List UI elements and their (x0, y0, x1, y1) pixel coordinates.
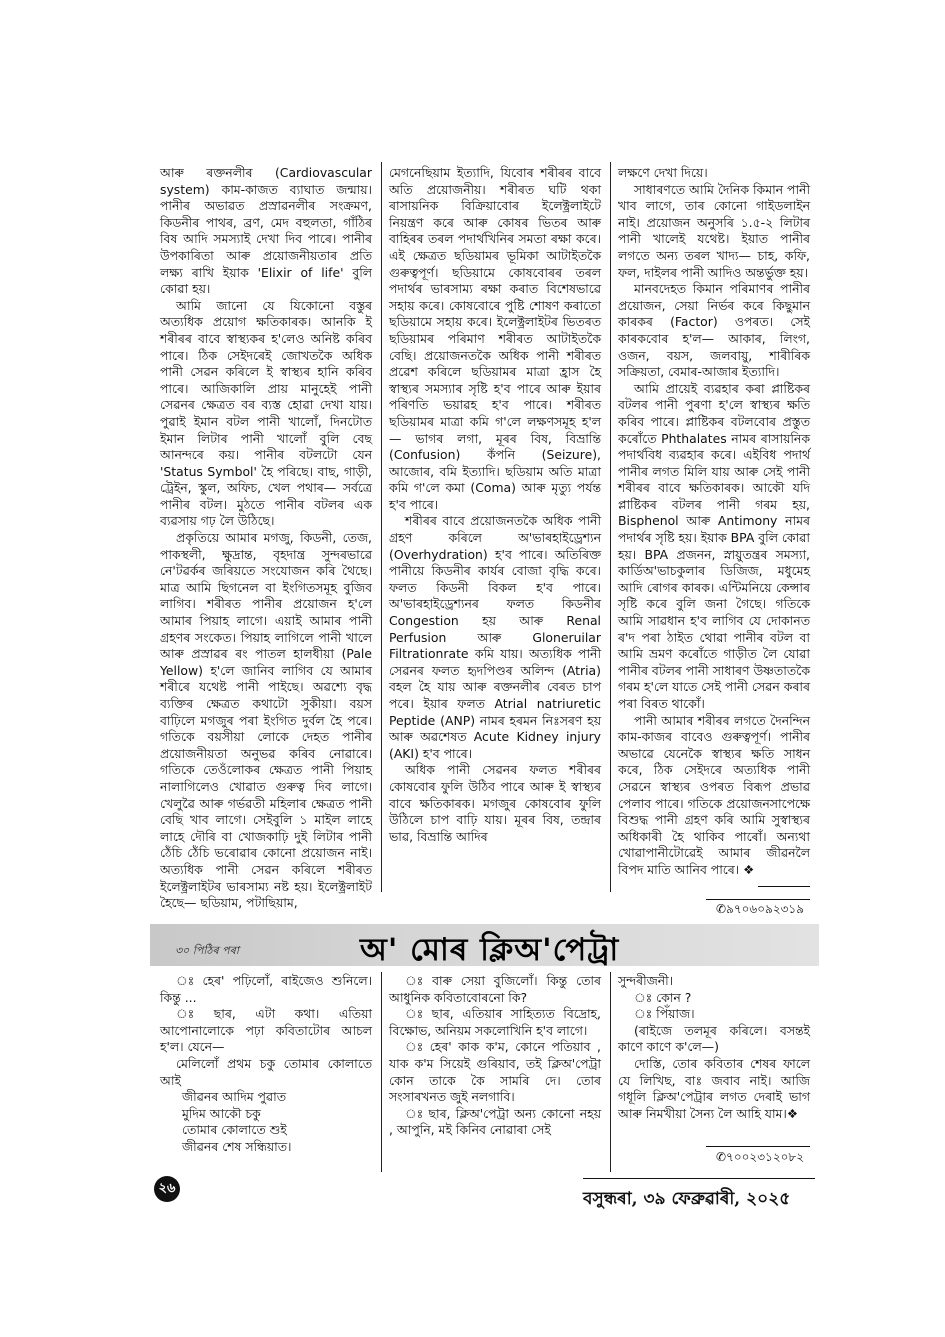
paragraph: ঃ ছাৰ, ক্লিঅ'পেট্ৰা অন্য কোনো নহয় , আপুনি, মই কিনিব নোৱাৰা সেই (389, 1105, 601, 1138)
paragraph: জীৱনৰ শেষ সন্ধিয়াত। (182, 1138, 292, 1154)
magazine-issue: বসুন্ধৰা, ৩৯ ফেব্ৰুৱাৰী, ২০২৫ (583, 1189, 791, 1209)
article1-column-3 (618, 165, 810, 892)
article2-column-3 (618, 973, 810, 1123)
paragraph: ঃ ছাৰ, এটা কথা। এতিয়া আপোনালোকে পঢ়া কবিতাটোৰ আচল হ'ল। যেনে— (160, 1006, 372, 1055)
paragraph: আৰু ৰক্তনলীৰ (Cardiovascular system) কাম-কাজত ব্যাঘাত জন্মায়। পানীৰ অভাৱত প্ৰস্ৰাৱনলীৰ সংক্ৰমণ, কিডনীৰ পাথৰ, ব্ৰণ, মেদ বহুলতা, গাঁঠিৰ বিষ আদি সমস্যাই দেখা দিব পাৰে। পানীৰ উপকাৰিতা আৰু প্ৰয়োজনীয়তাৰ প্ৰতি লক্ষ্য ৰাখি ইয়াক 'Elixir of life' বুলি কোৱা হয়। (160, 165, 372, 297)
paragraph: মেলিলোঁ প্ৰথম চকু তোমাৰ কোলাতে আই (160, 1055, 372, 1088)
paragraph: জীৱনৰ আদিম পুৱাত (182, 1089, 287, 1105)
paragraph: দোস্তি, তোৰ কবিতাৰ শেষৰ ফালে যে লিখিছ, বাঃ জবাব নাই। আজি গধূলি ক্লিঅ'পেট্ৰাৰ লগত দেৰাই ভাগ আৰু নিমখীয়া সৈন্য লৈ আহি যাম।❖ (618, 1055, 810, 1121)
column-divider (381, 162, 382, 892)
paragraph: ঃ পিঁয়াজ। (634, 1006, 695, 1022)
paragraph: মেগনেছিয়াম ইত্যাদি, যিবোৰ শৰীৰৰ বাবে অতি প্ৰয়োজনীয়। শৰীৰত ঘটি থকা ৰাসায়নিক বিক্ৰিয়াবোৰ ইলেক্ট্ৰলাইটে নিয়ন্ত্ৰণ কৰে আৰু কোষৰ ভিতৰ আৰু বাহিৰৰ তৰল পদাৰ্থখিনিৰ সমতা ৰক্ষা কৰে। এই ক্ষেত্ৰত ছডিয়ামৰ ভূমিকা আটাইতকৈ গুৰুত্বপূৰ্ণ। ছডিয়ামে কোষবোৰৰ তৰল পদাৰ্থৰ ভাৰসাম্য ৰক্ষা কৰাত বিশেষভাৱে সহায় কৰে। কোষবোৰে পুষ্টি শোষণ কৰাতো ছডিয়ামে সহায় কৰে। ইলেক্ট্ৰলাইটৰ ভিতৰত ছডিয়ামৰ পৰিমাণ শৰীৰত আটাইতকৈ বেছি। প্ৰয়োজনতকৈ অধিক পানী শৰীৰত প্ৰৱেশ কৰিলে ছডিয়ামৰ মাত্ৰা হ্ৰাস হৈ স্বাস্থ্যৰ সমস্যাৰ সৃষ্টি হ'ব পাৰে আৰু ইয়াৰ পৰিণতি ভয়াৱহ হ'ব পাৰে। শৰীৰত ছডিয়ামৰ মাত্ৰা কমি গ'লে লক্ষণসমূহ হ'ল— ভাগৰ লগা, মূৰৰ বিষ, বিভ্ৰান্তি (Confusion) কঁপনি (Seizure), আজোৰ, বমি ইত্যাদি। ছডিয়াম অতি মাত্ৰা কমি গ'লে কমা (Coma) আৰু মৃত্যু পৰ্যন্ত হ'ব পাৰে। (389, 165, 601, 512)
paragraph: ঃ হেৰ' পঢ়িলোঁ, ৰাইজেও শুনিলে। কিন্তু ... (160, 973, 372, 1005)
column-divider (610, 162, 611, 892)
paragraph: ঃ ছাৰ, এতিয়াৰ সাহিত্যত বিদ্ৰোহ, বিক্ষোভ, অনিয়ম সকলোখিনি হ'ব লাগে। (389, 1006, 601, 1038)
paragraph: (ৰাইজে তলমূৰ কৰিলে। বসন্তই কাণে কাণে ক'লে—) (618, 1022, 810, 1055)
end-rule (706, 899, 810, 900)
paragraph: মানবদেহত কিমান পৰিমাণৰ পানীৰ প্ৰয়োজন, সেয়া নিৰ্ভৰ কৰে কিছুমান কাৰকৰ (Factor) ওপৰত। সেই কাৰকবোৰ হ'ল— আকাৰ, লিংগ, ওজন, বয়স, জলবায়ু, শাৰীৰিক সক্ৰিয়তা, বেমাৰ-আজাৰ ইত্যাদি। (618, 281, 810, 380)
column-divider (610, 972, 611, 1172)
paragraph: ঃ কোন ? (634, 989, 692, 1005)
end-rule (758, 886, 810, 887)
paragraph: আমি জানো যে যিকোনো বস্তুৰ অত্যধিক প্ৰয়োগ ক্ষতিকাৰক। আনকি ই শৰীৰৰ বাবে স্বাস্থ্যকৰ হ'লেও অনিষ্ট কৰিব পাৰে। ঠিক সেইদৰেই জোখতকৈ অধিক পানী সেৱন কৰিলে ই স্বাস্থ্যৰ হানি কৰিব পাৰে। আজিকালি প্ৰায় মানুহেই পানী সেৱনৰ ক্ষেত্ৰত বৰ ব্যস্ত হোৱা দেখা যায়। পুৱাই ইমান বটল পানী খালোঁ, দিনটোত ইমান লিটাৰ পানী খালোঁ বুলি বেছ আনন্দৰে কয়। পানীৰ বটলটো যেন 'Status Symbol' হৈ পৰিছে। বাছ, গাড়ী, ট্ৰেইন, স্কুল, অফিচ, খেল পথাৰ— সৰ্বত্ৰে পানীৰ বটল। মুঠতে পানীৰ বটলৰ এক ব্যৱসায় গঢ় লৈ উঠিছে। (160, 297, 372, 529)
article2-column-1 (160, 973, 372, 1173)
article1-column-1 (160, 165, 372, 911)
page-number: ২৬ (154, 1176, 180, 1202)
paragraph: ঃ হেৰ' কাক ক'ম, কোনে পতিয়াব , যাক ক'ম সিয়েই গুৰিয়াব, তই ক্লিঅ'পেট্ৰা কোন তাকে কৈ সামৰি দে। তোৰ সংসাৰখনত জুই নলগাবি। (389, 1039, 601, 1105)
paragraph: সাধাৰণতে আমি দৈনিক কিমান পানী খাব লাগে, তাৰ কোনো গাইডলাইন নাই। প্ৰয়োজন অনুসৰি ১.৫-২ লিটাৰ পানী খালেই যথেষ্ট। ইয়াত পানীৰ লগতে অন্য তৰল খাদ্য— চাহ, কফি, ফল, দাইলৰ পানী আদিও অন্তৰ্ভুক্ত হয়। (618, 181, 810, 280)
paragraph: ঃ বাৰু সেয়া বুজিলোঁ। কিন্তু তোৰ আধুনিক কবিতাবোৰনো কি? (389, 973, 601, 1005)
paragraph: লক্ষণে দেখা দিয়ে। (618, 165, 708, 180)
author-phone: ✆৭০০২৩১২০৮২ (715, 1150, 805, 1164)
paragraph: পানী আমাৰ শৰীৰৰ লগতে দৈনন্দিন কাম-কাজৰ বাবেও গুৰুত্বপূৰ্ণ। পানীৰ অভাৱে যেনেকৈ স্বাস্থ্যৰ ক্ষতি সাধন কৰে, ঠিক সেইদৰে অত্যধিক পানী সেৱনে স্বাস্থ্যৰ ওপৰত বিৰূপ প্ৰভাৱ পেলাব পাৰে। গতিকে প্ৰয়োজনসাপেক্ষে বিশুদ্ধ পানী গ্ৰহণ কৰি আমি সুস্বাস্থ্যৰ অধিকাৰী হৈ থাকিব পাৰোঁ। অন্যথা খোৱাপানীটোৱেই আমাৰ জীৱনলৈ বিপদ মাতি আনিব পাৰে। ❖ (618, 712, 810, 877)
article1-column-2 (389, 165, 601, 892)
paragraph: সুন্দৰীজনী। (618, 973, 674, 988)
continued-from-label: ৩০ পিঠিৰ পৰা (175, 944, 239, 957)
paragraph: শৰীৰৰ বাবে প্ৰয়োজনতকৈ অধিক পানী গ্ৰহণ কৰিলে অ'ভাৰহাইড্ৰেশ্যন (Overhydration) হ'ব পাৰে। অতিৰিক্ত পানীয়ে কিডনীৰ কাৰ্যৰ বোজা বৃদ্ধি কৰে। ফলত কিডনী বিকল হ'ব পাৰে। অ'ভাৰহাইড্ৰেশ্যনৰ ফলত কিডনীৰ Congestion হয় আৰু Renal Perfusion আৰু Gloneruilar Filtrationrate কমি যায়। অত্যধিক পানী সেৱনৰ ফলত হৃদপিণ্ডৰ অলিন্দ (Atria) বহল হৈ যায় আৰু ৰক্তনলীৰ বেৰত চাপ পৰে। ইয়াৰ ফলত Atrial natriuretic Peptide (ANP) নামৰ হৰমন নিঃসৰণ হয় আৰু অৱশেষত Acute Kidney injury (AKI) হ'ব পাৰে। (389, 513, 601, 761)
paragraph: প্ৰকৃতিয়ে আমাৰ মগজু, কিডনী, তেজ, পাকস্থলী, ক্ষুদ্ৰান্ত, বৃহদান্ত্ৰ সুন্দৰভাৱে নে'টৱৰ্কৰ জৰিয়তে সংযোজন কৰি থৈছে। মাত্ৰ আমি ছিগনেল বা ইংগিতসমূহ বুজিব লাগিব। শৰীৰত পানীৰ প্ৰয়োজন হ'লে আমাৰ পিয়াহ লাগে। এয়াই আমাৰ পানী গ্ৰহণৰ সংকেত। পিয়াহ লাগিলে পানী খালে আৰু প্ৰস্ৰাৱৰ ৰং পাতল হালধীয়া (Pale Yellow) হ'লে জানিব লাগিব যে আমাৰ শৰীৰে যথেষ্ট পানী পাইছে। অৱশ্যে বৃদ্ধ ব্যক্তিৰ ক্ষেত্ৰত কথাটো সুকীয়া। বয়স বাঢ়িলে মগজুৰ পৰা ইংগিত দুৰ্বল হৈ পৰে। গতিকে বয়সীয়া লোকে দেহত পানীৰ প্ৰয়োজনীয়তা অনুভৱ কৰিব নোৱাৰে। গতিকে তেওঁলোকৰ ক্ষেত্ৰত পানী পিয়াহ নালাগিলেও খোৱাত গুৰুত্ব দিব লাগে। খেলুৱৈ আৰু গৰ্ভৱতী মহিলাৰ ক্ষেত্ৰত পানী বেছি খাব লাগে। সেইবুলি ১ মাইল লাহে লাহে দৌৰি বা খোজকাঢ়ি দুই লিটাৰ পানী ঠেঁচি ঠেঁচি ভৰোৱাৰ কোনো প্ৰয়োজন নাই। অত্যধিক পানী সেৱন কৰিলে শৰীৰত ইলেক্ট্ৰলাইটৰ ভাৰসাম্য নষ্ট হয়। ইলেক্ট্ৰলাইট হৈছে— ছডিয়াম, পটাছিয়াম, (160, 530, 372, 911)
author-phone: ✆৯৭০৬০৯২৩১৯ (715, 902, 805, 916)
article2-column-2 (389, 973, 601, 1173)
paragraph: অধিক পানী সেৱনৰ ফলত শৰীৰৰ কোষবোৰ ফুলি উঠিব পাৰে আৰু ই স্বাস্থ্যৰ বাবে ক্ষতিকাৰক। মগজুৰ কোষবোৰ ফুলি উঠিলে চাপ বাঢ়ি যায়। মূৰৰ বিষ, তন্দ্ৰাৰ ভাৱ, বিভ্ৰান্তি আদিৰ (389, 762, 601, 844)
end-rule (706, 1146, 810, 1147)
paragraph: তোমাৰ কোলাতে শুই (182, 1122, 287, 1138)
story-title: অ' মোৰ ক্লিঅ'পেট্ৰা (360, 932, 620, 968)
column-divider (381, 972, 382, 1172)
footer-rule (583, 1178, 815, 1179)
paragraph: আমি প্ৰায়েই ব্যৱহাৰ কৰা প্লাষ্টিকৰ বটলৰ পানী পুৰণা হ'লে স্বাস্থ্যৰ ক্ষতি কৰিব পাৰে। প্লাষ্টিকৰ বটলবোৰ প্ৰস্তুত কৰোঁতে Phthalates নামৰ ৰাসায়নিক পদাৰ্থবিধ ব্যৱহাৰ কৰে। এইবিধ পদাৰ্থ পানীৰ লগত মিলি যায় আৰু সেই পানী শৰীৰৰ বাবে ক্ষতিকাৰক। আকৌ যদি প্লাষ্টিকৰ বটলৰ পানী গৰম হয়, Bisphenol আৰু Antimony নামৰ পদাৰ্থৰ সৃষ্টি হয়। ইয়াক BPA বুলি কোৱা হয়। BPA প্ৰজনন, স্নায়ুতন্ত্ৰৰ সমস্যা, কাৰ্ডিঅ'ভাচকুলাৰ ডিজিজ, মধুমেহ আদি ৰোগৰ কাৰক। এন্টিমনিয়ে কেন্সাৰ সৃষ্টি কৰে বুলি জনা গৈছে। গতিকে আমি সাৱধান হ'ব লাগিব যে দোকানত ৰ'দ পৰা ঠাইত থোৱা পানীৰ বটল বা আমি ভ্ৰমণ কৰোঁতে গাড়ীত লৈ যোৱা পানীৰ বটলৰ পানী সাধাৰণ উষ্ণতাতকৈ গৰম হ'লে যাতে সেই পানী সেৱন কৰাৰ পৰা বিৰত থাকোঁ। (618, 380, 811, 711)
paragraph: মুদিম আকৌ চকু (182, 1105, 261, 1121)
